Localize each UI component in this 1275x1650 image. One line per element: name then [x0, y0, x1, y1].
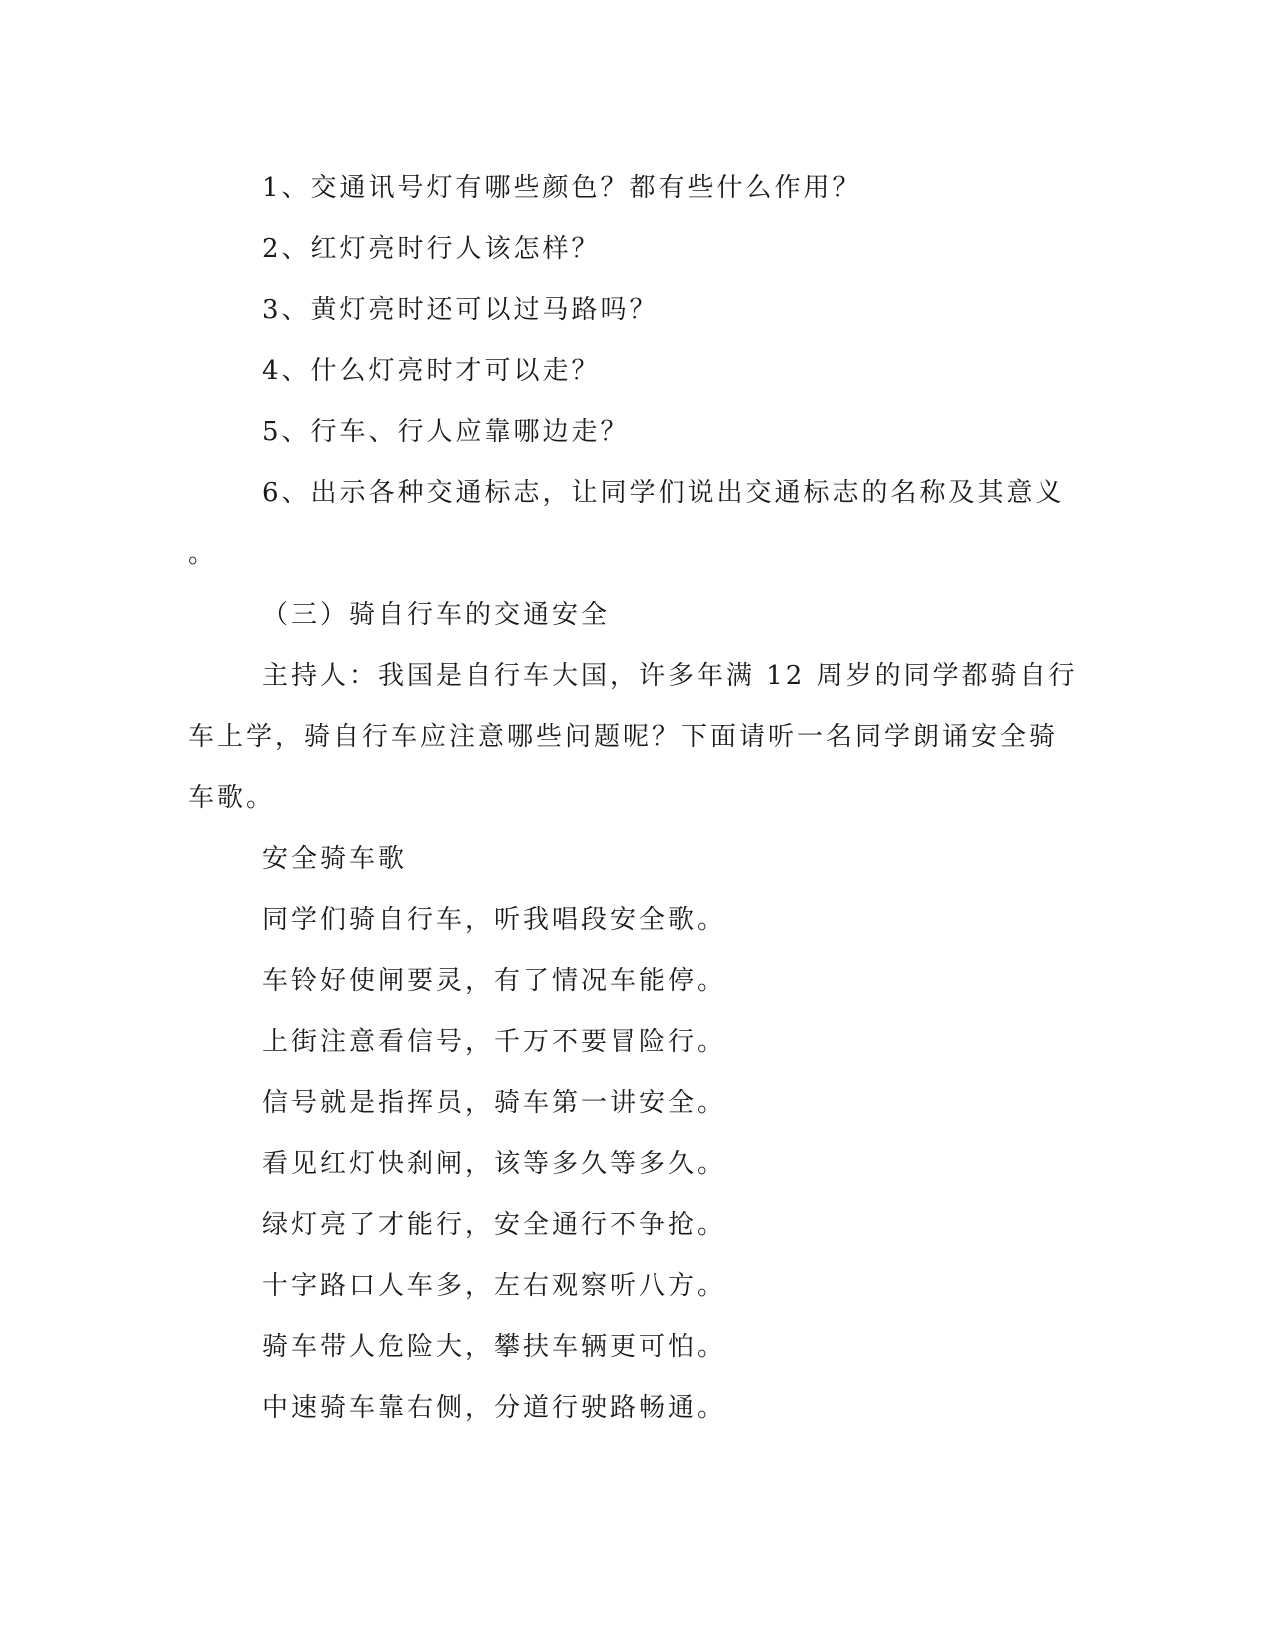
question-2: 2、红灯亮时行人该怎样？: [262, 234, 601, 264]
question-5: 5、行车、行人应靠哪边走？: [262, 417, 630, 447]
section-heading: （三）骑自行车的交通安全: [262, 600, 611, 630]
host-paragraph-line-3: 车歌。: [188, 783, 276, 813]
document-body: [188, 158, 1078, 1439]
poem-line-7: 十字路口人车多，左右观察听八方。: [262, 1271, 727, 1301]
host-paragraph-line-2: 车上学，骑自行车应注意哪些问题呢？下面请听一名同学朗诵安全骑: [188, 722, 1059, 752]
poem-line-3: 上街注意看信号，千万不要冒险行。: [262, 1027, 727, 1057]
question-3: 3、黄灯亮时还可以过马路吗？: [262, 295, 659, 325]
poem-line-6: 绿灯亮了才能行，安全通行不争抢。: [262, 1210, 727, 1240]
poem-line-1: 同学们骑自行车，听我唱段安全歌。: [262, 905, 727, 935]
poem-title: 安全骑车歌: [262, 844, 408, 874]
poem-line-9: 中速骑车靠右侧，分道行驶路畅通。: [262, 1393, 727, 1423]
question-1: 1、交通讯号灯有哪些颜色？都有些什么作用？: [262, 173, 862, 203]
host-paragraph-line-1: 主持人：我国是自行车大国，许多年满 12 周岁的同学都骑自行: [262, 661, 1078, 691]
poem-line-5: 看见红灯快刹闸，该等多久等多久。: [262, 1149, 727, 1179]
poem-line-4: 信号就是指挥员，骑车第一讲安全。: [262, 1088, 727, 1118]
question-4: 4、什么灯亮时才可以走？: [262, 356, 601, 386]
question-6-line-1: 6、出示各种交通标志，让同学们说出交通标志的名称及其意义: [262, 478, 1065, 508]
poem-line-8: 骑车带人危险大，攀扶车辆更可怕。: [262, 1332, 727, 1362]
question-6-line-2: 。: [188, 539, 218, 569]
poem-line-2: 车铃好使闸要灵，有了情况车能停。: [262, 966, 727, 996]
